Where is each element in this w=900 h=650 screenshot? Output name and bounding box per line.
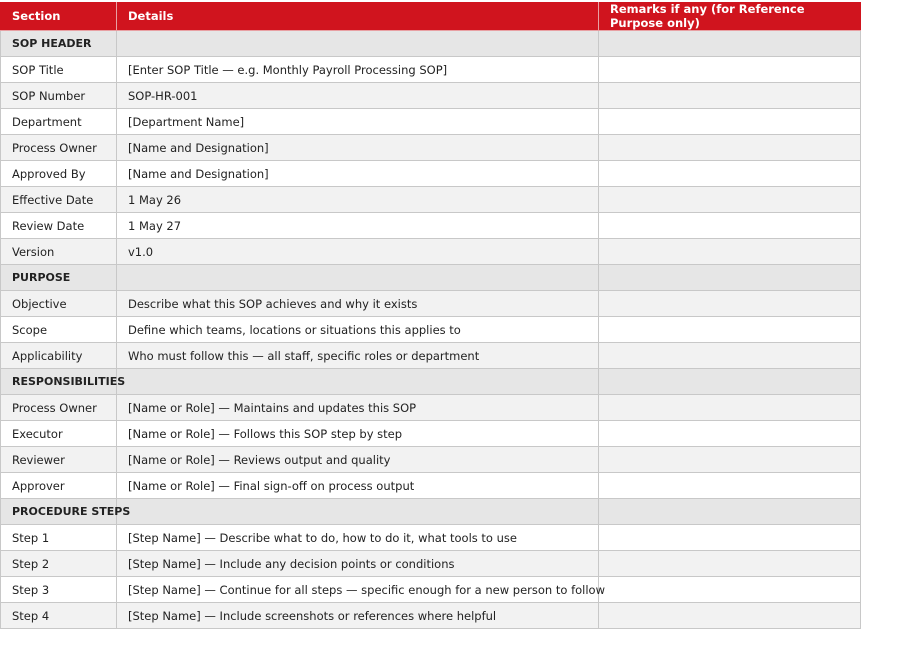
section-heading-details-cell[interactable] (117, 265, 599, 291)
details-cell[interactable]: 1 May 26 (117, 187, 599, 213)
details-cell[interactable]: [Step Name] — Continue for all steps — specific enough for a new person to follow (117, 577, 599, 603)
section-cell[interactable]: Step 1 (1, 525, 117, 551)
remarks-cell[interactable] (599, 83, 861, 109)
details-cell[interactable]: [Step Name] — Include any decision points or conditions (117, 551, 599, 577)
table-row (1, 447, 861, 473)
table-row (1, 577, 861, 603)
details-cell[interactable]: [Name and Designation] (117, 161, 599, 187)
section-cell[interactable]: Step 2 (1, 551, 117, 577)
details-cell[interactable]: Who must follow this — all staff, specific roles or department (117, 343, 599, 369)
header-row (1, 2, 861, 31)
table-row (1, 291, 861, 317)
section-cell[interactable]: Version (1, 239, 117, 265)
section-cell[interactable]: Reviewer (1, 447, 117, 473)
table-row (1, 473, 861, 499)
remarks-cell[interactable] (599, 421, 861, 447)
section-heading-row (1, 499, 861, 525)
table-row (1, 421, 861, 447)
section-cell[interactable]: Process Owner (1, 135, 117, 161)
remarks-cell[interactable] (599, 187, 861, 213)
details-cell[interactable]: [Name or Role] — Follows this SOP step by step (117, 421, 599, 447)
table-row (1, 395, 861, 421)
table-row (1, 239, 861, 265)
table-row (1, 343, 861, 369)
header-cell-details[interactable]: Details (117, 2, 599, 31)
section-cell[interactable]: Department (1, 109, 117, 135)
section-cell[interactable]: SOP Title (1, 57, 117, 83)
section-heading-section-cell[interactable]: SOP HEADER (1, 31, 117, 57)
table-row (1, 551, 861, 577)
details-cell[interactable]: [Step Name] — Include screenshots or references where helpful (117, 603, 599, 629)
sop-sheet (0, 2, 860, 629)
remarks-cell[interactable] (599, 343, 861, 369)
section-cell[interactable]: SOP Number (1, 83, 117, 109)
remarks-cell[interactable] (599, 603, 861, 629)
remarks-cell[interactable] (599, 135, 861, 161)
section-heading-section-cell[interactable]: PURPOSE (1, 265, 117, 291)
remarks-cell[interactable] (599, 395, 861, 421)
table-row (1, 57, 861, 83)
sop-table-body (1, 31, 861, 629)
remarks-cell[interactable] (599, 213, 861, 239)
header-cell-remarks[interactable]: Remarks if any (for Reference Purpose only) (599, 2, 861, 31)
remarks-cell[interactable] (599, 161, 861, 187)
table-row (1, 161, 861, 187)
section-cell[interactable]: Executor (1, 421, 117, 447)
details-cell[interactable]: SOP-HR-001 (117, 83, 599, 109)
section-heading-section-cell[interactable]: PROCEDURE STEPS (1, 499, 117, 525)
section-cell[interactable]: Scope (1, 317, 117, 343)
table-row (1, 525, 861, 551)
section-heading-details-cell[interactable] (117, 31, 599, 57)
table-row (1, 135, 861, 161)
table-row (1, 317, 861, 343)
table-row (1, 109, 861, 135)
details-cell[interactable]: [Enter SOP Title — e.g. Monthly Payroll Processing SOP] (117, 57, 599, 83)
section-cell[interactable]: Objective (1, 291, 117, 317)
section-cell[interactable]: Step 3 (1, 577, 117, 603)
remarks-cell[interactable] (599, 447, 861, 473)
details-cell[interactable]: [Department Name] (117, 109, 599, 135)
details-cell[interactable]: Define which teams, locations or situations this applies to (117, 317, 599, 343)
details-cell[interactable]: v1.0 (117, 239, 599, 265)
remarks-cell[interactable] (599, 239, 861, 265)
section-heading-details-cell[interactable] (117, 499, 599, 525)
section-heading-row (1, 31, 861, 57)
remarks-cell[interactable] (599, 291, 861, 317)
section-heading-remarks-cell[interactable] (599, 499, 861, 525)
remarks-cell[interactable] (599, 551, 861, 577)
remarks-cell[interactable] (599, 473, 861, 499)
section-cell[interactable]: Applicability (1, 343, 117, 369)
table-row (1, 187, 861, 213)
section-heading-row (1, 369, 861, 395)
details-cell[interactable]: 1 May 27 (117, 213, 599, 239)
section-cell[interactable]: Process Owner (1, 395, 117, 421)
section-cell[interactable]: Approver (1, 473, 117, 499)
section-cell[interactable]: Effective Date (1, 187, 117, 213)
table-row (1, 213, 861, 239)
table-row (1, 83, 861, 109)
remarks-cell[interactable] (599, 525, 861, 551)
table-row (1, 603, 861, 629)
section-cell[interactable]: Approved By (1, 161, 117, 187)
section-heading-remarks-cell[interactable] (599, 31, 861, 57)
section-heading-section-cell[interactable]: RESPONSIBILITIES (1, 369, 117, 395)
section-cell[interactable]: Review Date (1, 213, 117, 239)
details-cell[interactable]: [Name or Role] — Final sign-off on process output (117, 473, 599, 499)
sop-table (0, 2, 861, 629)
remarks-cell[interactable] (599, 109, 861, 135)
section-heading-details-cell[interactable] (117, 369, 599, 395)
section-cell[interactable]: Step 4 (1, 603, 117, 629)
remarks-cell[interactable] (599, 577, 861, 603)
header-cell-section[interactable]: Section (1, 2, 117, 31)
remarks-cell[interactable] (599, 57, 861, 83)
section-heading-remarks-cell[interactable] (599, 265, 861, 291)
details-cell[interactable]: [Step Name] — Describe what to do, how to do it, what tools to use (117, 525, 599, 551)
details-cell[interactable]: [Name or Role] — Maintains and updates this SOP (117, 395, 599, 421)
details-cell[interactable]: [Name and Designation] (117, 135, 599, 161)
remarks-cell[interactable] (599, 317, 861, 343)
details-cell[interactable]: Describe what this SOP achieves and why it exists (117, 291, 599, 317)
section-heading-row (1, 265, 861, 291)
details-cell[interactable]: [Name or Role] — Reviews output and quality (117, 447, 599, 473)
section-heading-remarks-cell[interactable] (599, 369, 861, 395)
